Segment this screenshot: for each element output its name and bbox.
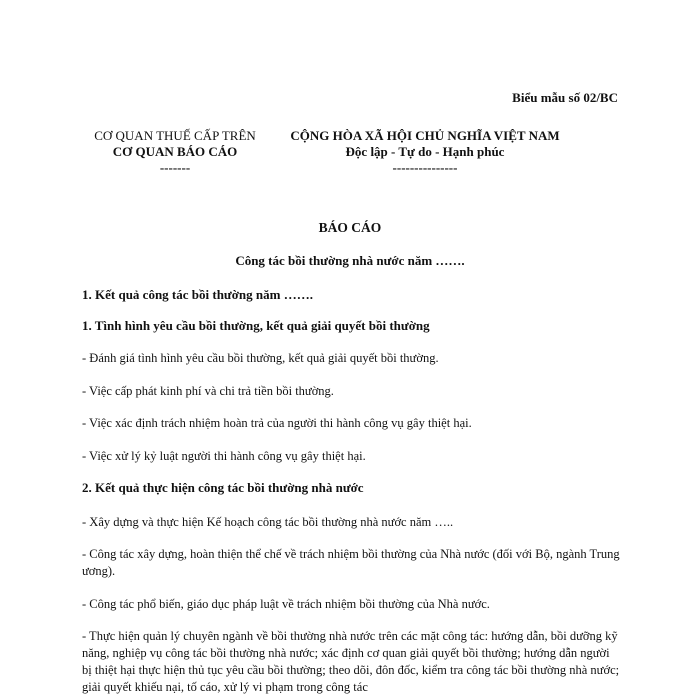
list-item: - Thực hiện quản lý chuyên ngành về bồi thường nhà nước trên các mặt công tác: hướng dẫn, bồi dưỡng kỹ năng, nghiệp vụ công tác bồi thường nhà nước; xác định cơ quan giải quyết bồi thường; hướng dẫn người bị thiệt hại thực hiện thủ tục yêu cầu bồi thường; theo dõi, đôn đốc, kiểm tra công tác bồi thường nhà nước; giải quyết khiếu nại, tố cáo, xử lý vi phạm trong công tác [82, 629, 620, 694]
superior-agency-name: CƠ QUAN THUẾ CẤP TRÊN [94, 128, 256, 143]
national-header [270, 128, 580, 176]
list-item: - Đánh giá tình hình yêu cầu bồi thường, kết quả giải quyết bồi thường. [82, 351, 439, 365]
agency-divider: ------- [159, 160, 191, 175]
national-motto: Độc lập - Tự do - Hạnh phúc [345, 144, 505, 159]
list-item: - Việc cấp phát kinh phí và chi trả tiền bồi thường. [82, 384, 334, 398]
form-code: Biểu mẫu số 02/BC [512, 90, 618, 105]
reporting-agency-name: CƠ QUAN BÁO CÁO [112, 144, 238, 159]
section-1-heading: 1. Kết quả công tác bồi thường năm ……. [82, 287, 313, 302]
list-item: - Công tác xây dựng, hoàn thiện thể chế về trách nhiệm bồi thường của Nhà nước (đối với Bộ, ngành Trung ương). [82, 547, 620, 578]
subsection-1-heading: 1. Tình hình yêu cầu bồi thường, kết quả giải quyết bồi thường [82, 318, 430, 333]
national-title: CỘNG HÒA XÃ HỘI CHỦ NGHĨA VIỆT NAM [290, 128, 560, 143]
list-item: - Việc xác định trách nhiệm hoàn trả của người thi hành công vụ gây thiệt hại. [82, 416, 472, 430]
report-subtitle: Công tác bồi thường nhà nước năm ……. [235, 253, 465, 268]
list-item: - Công tác phổ biến, giáo dục pháp luật về trách nhiệm bồi thường của Nhà nước. [82, 597, 490, 611]
list-item: - Việc xử lý kỷ luật người thi hành công vụ gây thiệt hại. [82, 449, 366, 463]
issuing-agency-header [65, 128, 285, 176]
national-divider: --------------- [392, 160, 458, 175]
subsection-2-heading: 2. Kết quả thực hiện công tác bồi thường nhà nước [82, 480, 364, 495]
report-title: BÁO CÁO [318, 220, 382, 235]
list-item: - Xây dựng và thực hiện Kế hoạch công tác bồi thường nhà nước năm ….. [82, 515, 454, 529]
